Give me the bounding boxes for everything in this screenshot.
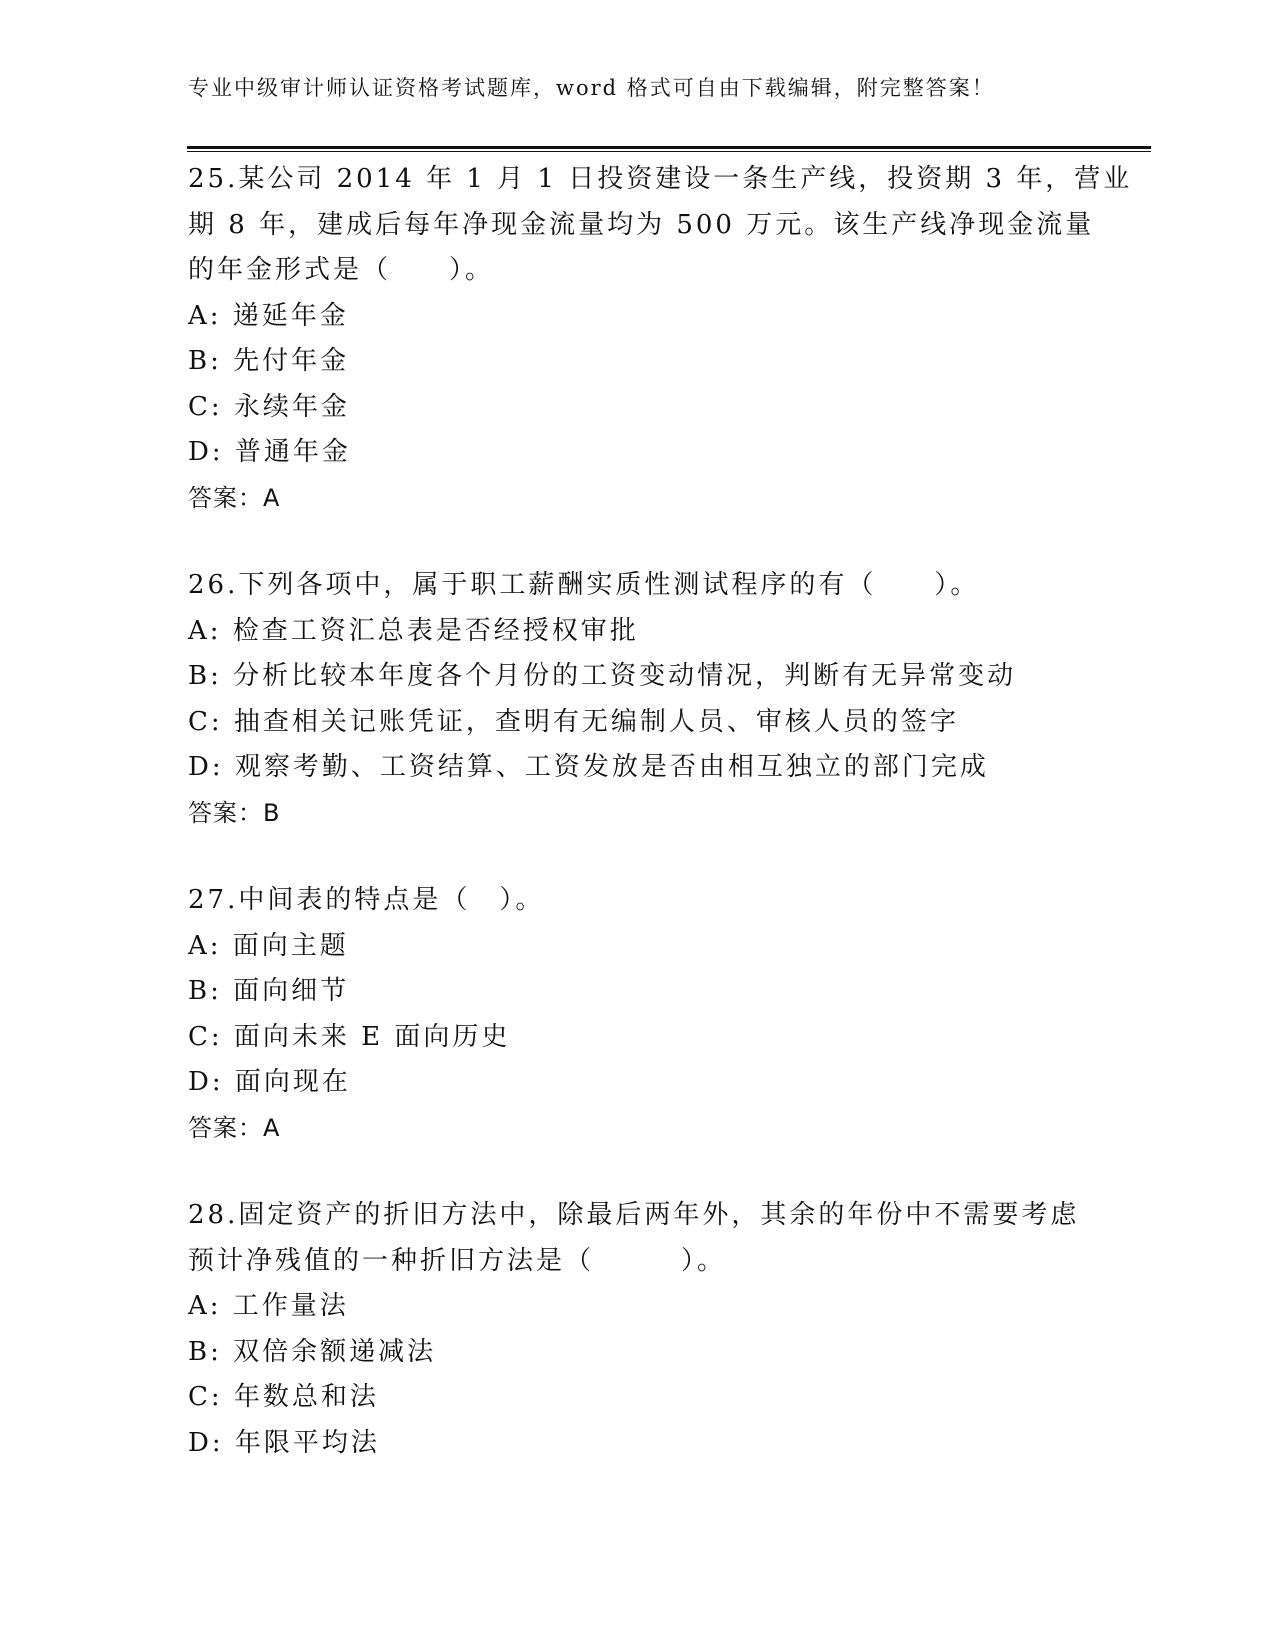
option-d: D: 年限平均法 — [188, 1427, 380, 1458]
option-a: A: 递延年金 — [188, 300, 349, 331]
option-b: B: 分析比较本年度各个月份的工资变动情况，判断有无异常变动 — [188, 661, 1017, 691]
option-a: A: 检查工资汇总表是否经授权审批 — [188, 615, 639, 646]
question-stem-line: 预计净残值的一种折旧方法是（ ）。 — [188, 1245, 727, 1276]
page-header: 专业中级审计师认证资格考试题库，word 格式可自由下载编辑，附完整答案！ — [188, 76, 995, 100]
option-b: B: 先付年金 — [188, 346, 350, 376]
option-d: D: 面向现在 — [188, 1067, 351, 1097]
option-b: B: 面向细节 — [188, 976, 350, 1006]
question-stem-line: 25.某公司 2014 年 1 月 1 日投资建设一条生产线，投资期 3 年，营业 — [188, 164, 1133, 194]
option-d: D: 普通年金 — [188, 437, 351, 467]
option-a: A: 工作量法 — [188, 1291, 349, 1321]
question-stem-line: 27.中间表的特点是（ ）。 — [188, 885, 545, 915]
option-c: C: 面向未来 E 面向历史 — [188, 1021, 511, 1052]
header-rule-thin — [187, 151, 1151, 152]
answer-label: 答案：B — [188, 798, 281, 827]
question-stem-line: 的年金形式是（ ）。 — [188, 255, 495, 285]
option-a: A: 面向主题 — [188, 930, 349, 961]
question-25 — [188, 157, 1133, 521]
answer-label: 答案：A — [188, 1113, 281, 1142]
option-c: C: 永续年金 — [188, 391, 350, 422]
question-stem-line: 26.下列各项中，属于职工薪酬实质性测试程序的有（ ）。 — [188, 570, 980, 600]
option-d: D: 观察考勤、工资结算、工资发放是否由相互独立的部门完成 — [188, 752, 989, 782]
option-c: C: 年数总和法 — [188, 1382, 379, 1412]
header-rule-thick — [187, 146, 1151, 149]
answer-label: 答案：A — [188, 483, 281, 512]
question-stem-line: 28.固定资产的折旧方法中，除最后两年外，其余的年份中不需要考虑 — [188, 1200, 1080, 1230]
question-28 — [188, 1193, 1088, 1466]
option-b: B: 双倍余额递减法 — [188, 1336, 437, 1367]
question-stem-line: 期 8 年，建成后每年净现金流量均为 500 万元。该生产线净现金流量 — [188, 209, 1095, 240]
question-26 — [188, 563, 1088, 836]
question-27 — [188, 878, 1088, 1151]
question-list — [188, 157, 1133, 1466]
option-c: C: 抽查相关记账凭证，查明有无编制人员、审核人员的签字 — [188, 706, 959, 737]
